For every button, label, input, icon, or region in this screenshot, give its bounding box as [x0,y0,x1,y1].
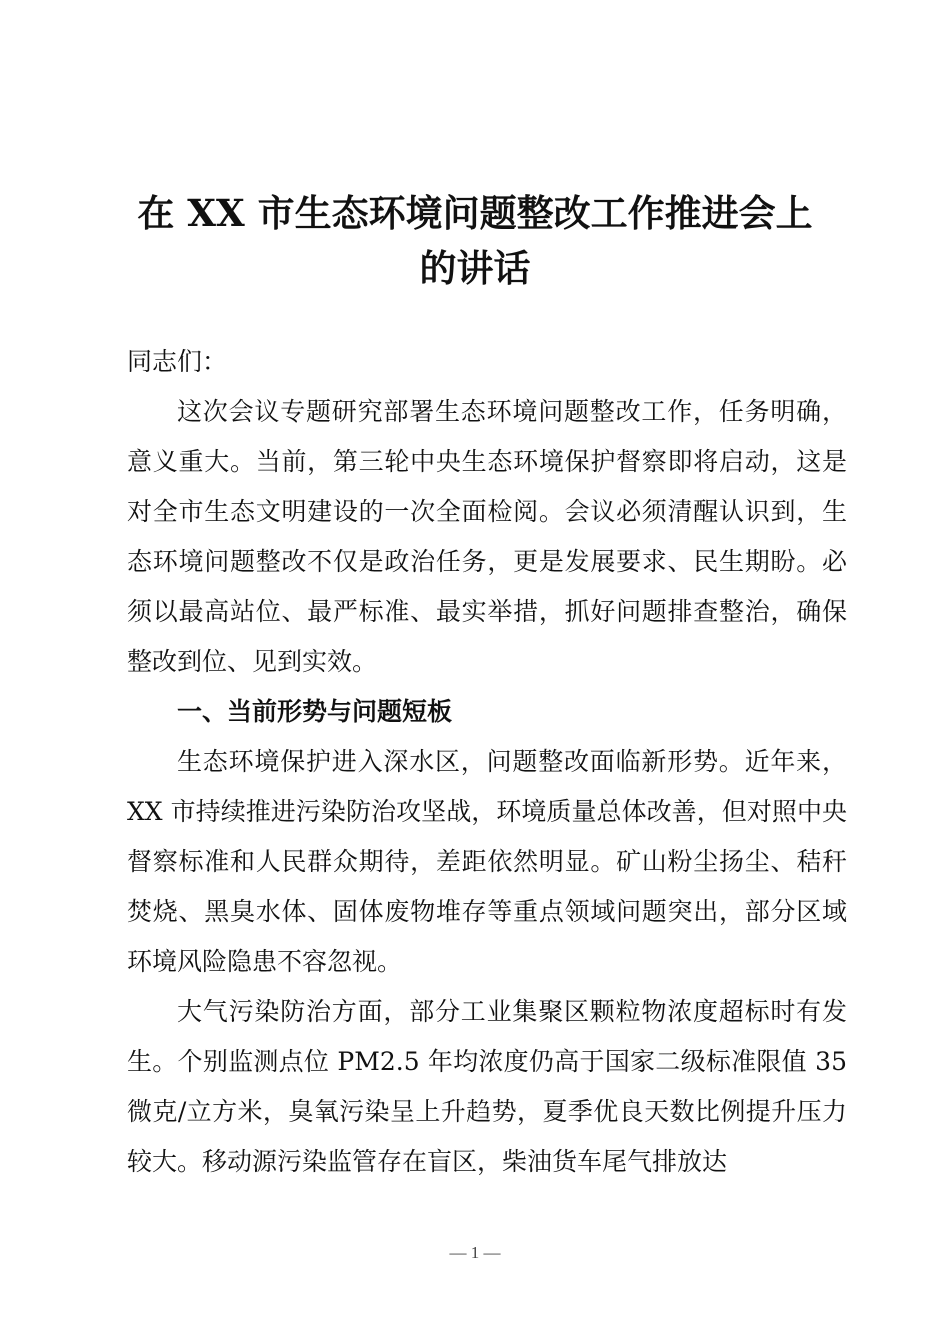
title-line-2: 的讲话 [419,246,531,290]
salutation: 同志们： [127,347,228,376]
section-paragraph-1: 生态环境保护进入深水区，问题整改面临新形势。近年来，XX 市持续推进污染防治攻坚战，环境质量总体改善，但对照中央督察标准和人民群众期待，差距依然明显。矿山粉尘扬尘、秸秆焚烧、黑臭水体、固体废物堆存等重点领域问题突出，部分区域环境风险隐患不容忽视。 [127,747,847,976]
section-heading: 一、当前形势与问题短板 [177,697,453,726]
page-number: — 1 — [449,1243,501,1262]
title-line-1: 在 XX 市生态环境问题整改工作推进会上 [137,191,813,235]
intro-paragraph: 这次会议专题研究部署生态环境问题整改工作，任务明确，意义重大。当前，第三轮中央生态环境保护督察即将启动，这是对全市生态文明建设的一次全面检阅。会议必须清醒认识到，生态环境问题整改不仅是政治任务，更是发展要求、民生期盼。必须以最高站位、最严标准、最实举措，抓好问题排查整治，确保整改到位、见到实效。 [127,397,847,676]
document-body [127,337,847,1187]
section-paragraph-2: 大气污染防治方面，部分工业集聚区颗粒物浓度超标时有发生。个别监测点位 PM2.5 年均浓度仍高于国家二级标准限值 35 微克/立方米，臭氧污染呈上升趋势，夏季优良天数比例提升压力较大。移动源污染监管存在盲区，柴油货车尾气排放达 [127,997,847,1176]
page-title [100,186,850,296]
